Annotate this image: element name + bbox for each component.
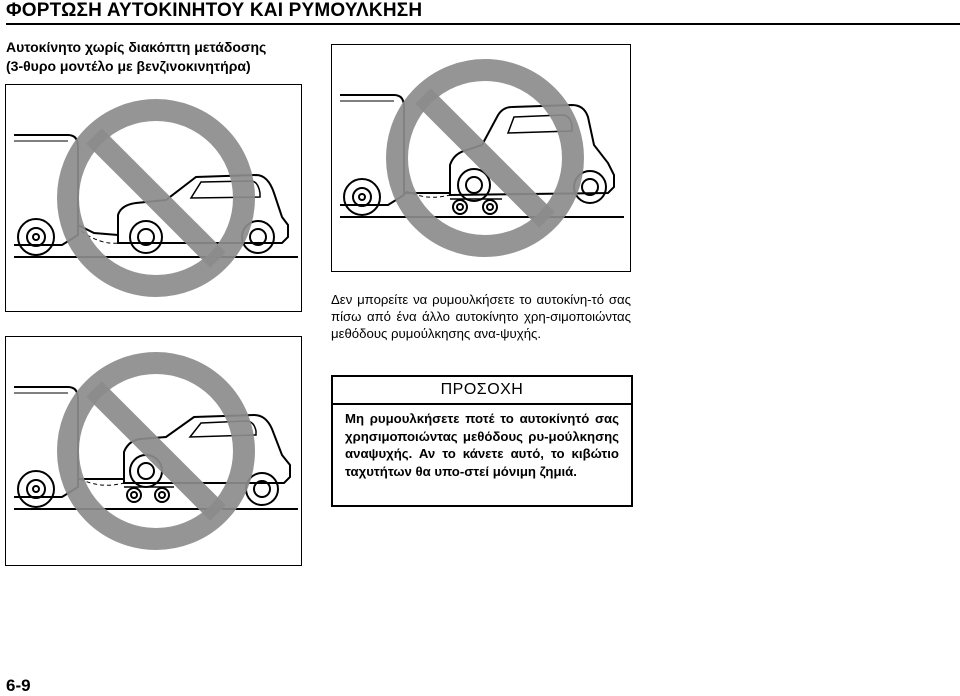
page-header	[6, 0, 960, 22]
page-title: ΦΟΡΤΩΣΗ ΑΥΤΟΚΙΝΗΤΟΥ ΚΑΙ ΡΥΜΟΥΛΚΗΣΗ	[6, 0, 423, 21]
subtitle-line-1: Αυτοκίνητο χωρίς διακόπτη μετάδοσης	[6, 39, 267, 55]
illustration-panel-rear-dolly	[5, 336, 302, 566]
illustration-panel-front-dolly	[331, 44, 631, 272]
towing-illustration-rear-lift	[6, 85, 301, 311]
towing-illustration-rear-dolly	[6, 337, 301, 565]
header-rule	[6, 23, 960, 25]
illustration-panel-rear-lift	[5, 84, 302, 312]
prohibited-sign-icon	[397, 70, 573, 246]
section-subtitle	[6, 38, 266, 76]
prohibited-sign-icon	[68, 363, 244, 539]
caution-text: Μη ρυμουλκήσετε ποτέ το αυτοκίνητό σας χρησιμοποιώντας μεθόδους ρυ-μούλκησης αναψυχής. Αν το κάνετε αυτό, το κιβώτιο ταχυτήτων θα υπο-στεί μόνιμη ζημιά.	[345, 411, 619, 479]
page-number: 6-9	[6, 676, 31, 695]
towing-caption: Δεν μπορείτε να ρυμουλκήσετε το αυτοκίνη-τό σας πίσω από ένα άλλο αυτοκίνητο χρη-σιμοποιώντας μεθόδους ρυμούλκησης ανα-ψυχής.	[331, 292, 631, 342]
towing-illustration-front-dolly	[332, 45, 630, 271]
caution-heading: ΠΡΟΣΟΧΗ	[333, 377, 631, 405]
subtitle-line-2: (3-θυρο μοντέλο με βενζινοκινητήρα)	[6, 58, 251, 74]
caution-box	[331, 375, 633, 507]
